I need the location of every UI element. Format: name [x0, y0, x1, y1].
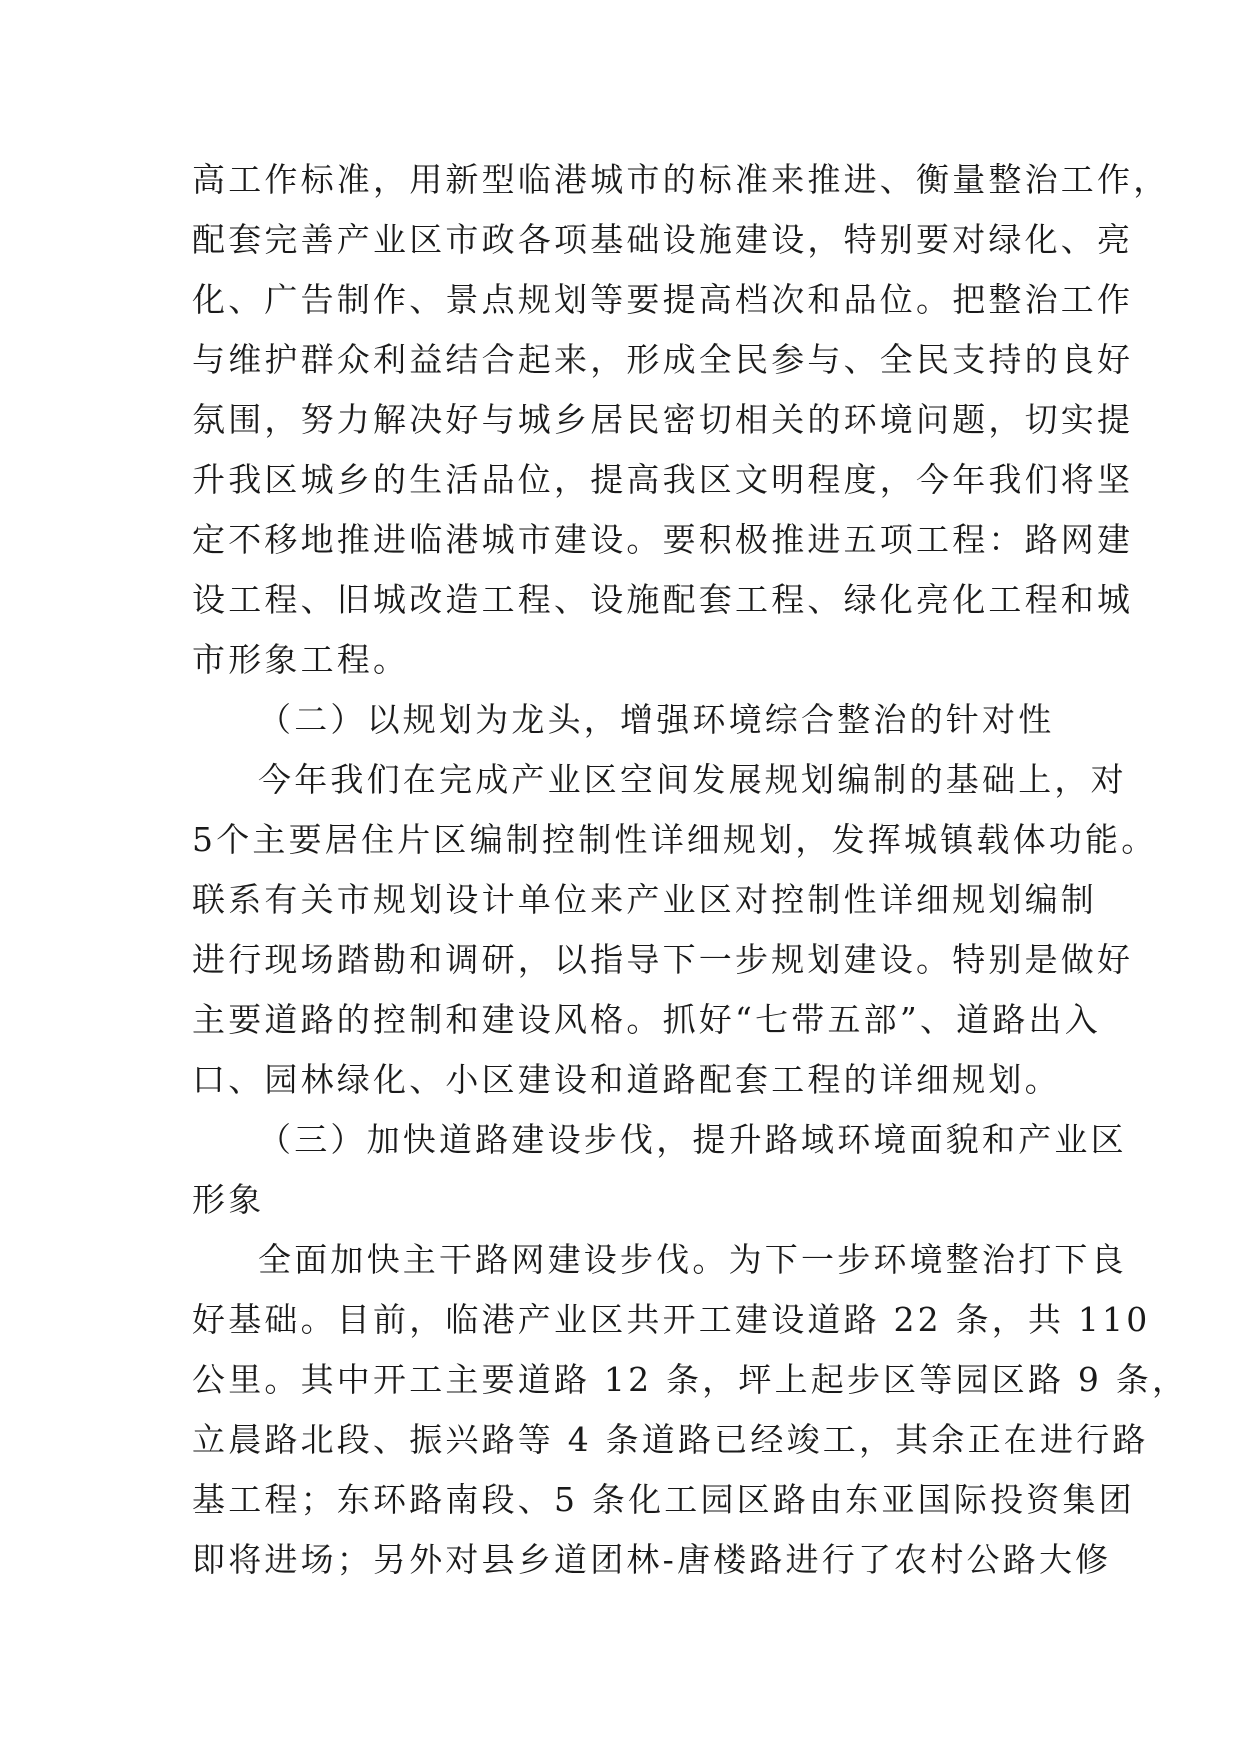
section-heading-3-continued: 形象 — [192, 1180, 265, 1219]
body-text-line: 主要道路的控制和建设风格。抓好“七带五部”、道路出入 — [192, 1000, 1101, 1039]
paragraph-first-line: 全面加快主干路网建设步伐。为下一步环境整治打下良 — [258, 1240, 1127, 1279]
body-text-line: 化、广告制作、景点规划等要提高档次和品位。把整治工作 — [192, 280, 1134, 319]
body-text-line: 5个主要居住片区编制控制性详细规划，发挥城镇载体功能。 — [192, 820, 1158, 859]
body-text-line: 即将进场；另外对县乡道团林-唐楼路进行了农村公路大修 — [192, 1540, 1112, 1579]
body-text-line: 高工作标准，用新型临港城市的标准来推进、衡量整治工作， — [192, 160, 1170, 199]
body-text-line: 进行现场踏勘和调研，以指导下一步规划建设。特别是做好 — [192, 940, 1134, 979]
paragraph-first-line: 今年我们在完成产业区空间发展规划编制的基础上，对 — [258, 760, 1127, 799]
section-heading-3: （三）加快道路建设步伐，提升路域环境面貌和产业区 — [258, 1120, 1127, 1159]
body-text-line: 定不移地推进临港城市建设。要积极推进五项工程：路网建 — [192, 520, 1134, 559]
body-text-line: 基工程；东环路南段、5 条化工园区路由东亚国际投资集团 — [192, 1480, 1135, 1519]
body-text-line: 公里。其中开工主要道路 12 条，坪上起步区等园区路 9 条， — [192, 1360, 1189, 1399]
section-heading-2: （二）以规划为龙头，增强环境综合整治的针对性 — [258, 700, 1055, 739]
body-text-line: 好基础。目前，临港产业区共开工建设道路 22 条，共 110 — [192, 1300, 1151, 1339]
body-text-line: 升我区城乡的生活品位，提高我区文明程度，今年我们将坚 — [192, 460, 1134, 499]
body-text-line: 口、园林绿化、小区建设和道路配套工程的详细规划。 — [192, 1060, 1061, 1099]
body-text-line: 氛围，努力解决好与城乡居民密切相关的环境问题，切实提 — [192, 400, 1134, 439]
body-text-line: 与维护群众利益结合起来，形成全民参与、全民支持的良好 — [192, 340, 1134, 379]
body-text-line: 联系有关市规划设计单位来产业区对控制性详细规划编制 — [192, 880, 1097, 919]
body-text-line: 立晨路北段、振兴路等 4 条道路已经竣工，其余正在进行路 — [192, 1420, 1149, 1459]
body-text-line: 配套完善产业区市政各项基础设施建设，特别要对绿化、亮 — [192, 220, 1134, 259]
body-text-line: 设工程、旧城改造工程、设施配套工程、绿化亮化工程和城 — [192, 580, 1134, 619]
body-text-line: 市形象工程。 — [192, 640, 410, 679]
